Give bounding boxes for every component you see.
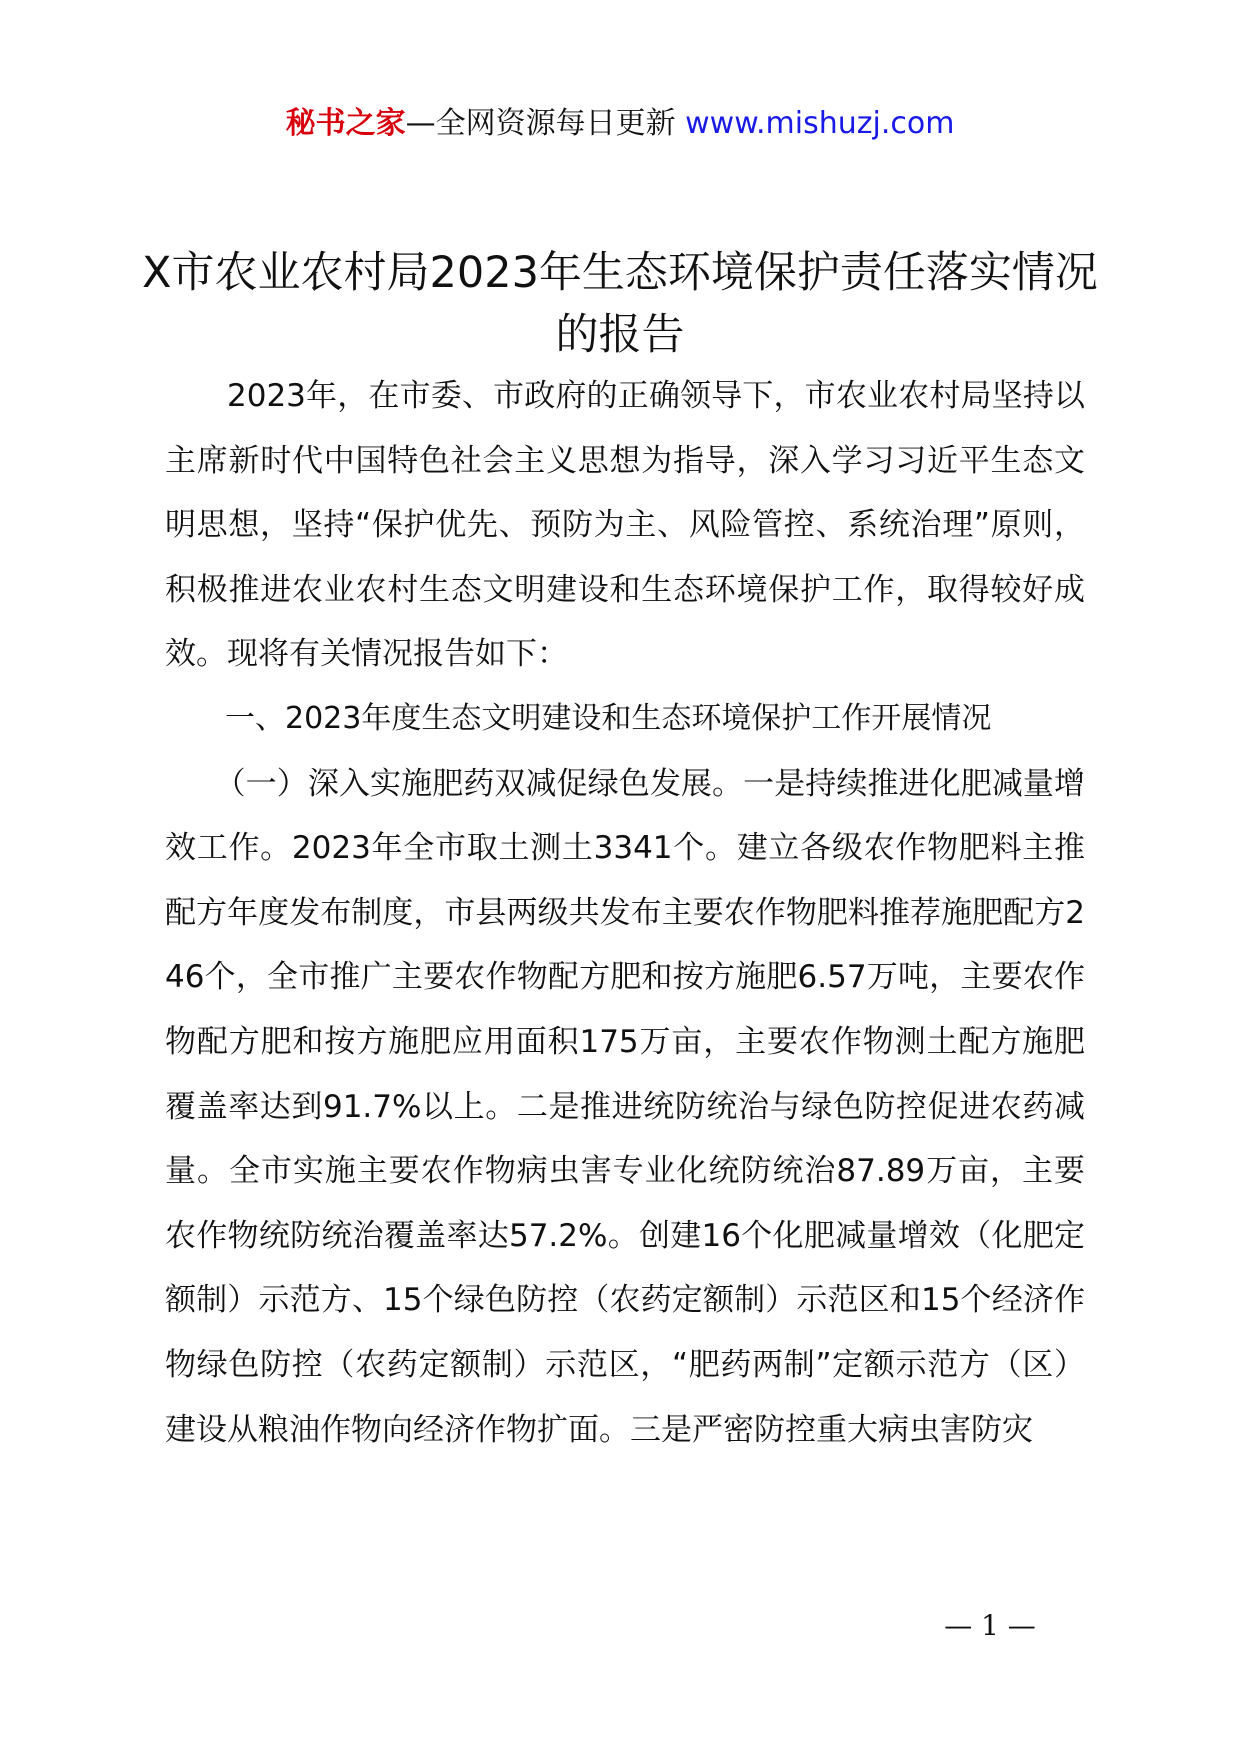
paragraph-subsection-1: （一）深入实施肥药双减促绿色发展。一是持续推进化肥减量增效工作。2023年全市取土测土3341个。建立各级农作物肥料主推配方年度发布制度，市县两级共发布主要农作物肥料推荐施肥配方246个，全市推广主要农作物配方肥和按方施肥6.57万吨，主要农作物配方肥和按方施肥应用面积175万亩，主要农作物测土配方施肥覆盖率达到91.7%以上。二是推进统防统治与绿色防控促进农药减量。全市实施主要农作物病虫害专业化统防统治87.89万亩，主要农作物统防统治覆盖率达57.2%。创建16个化肥减量增效（化肥定额制）示范方、15个绿色防控（农药定额制）示范区和15个经济作物绿色防控（农药定额制）示范区，“肥药两制”定额示范方（区）建设从粮油作物向经济作物扩面。三是严密防控重大病虫害防灾 [165,765,1085,1448]
section-heading: 一、2023年度生态文明建设和生态环境保护工作开展情况 [225,700,992,736]
banner-tagline: —全网资源每日更新 [405,106,676,141]
document-title: X市农业农村局2023年生态环境保护责任落实情况的报告 [142,248,1098,360]
banner-url-link[interactable]: www.mishuzj.com [685,106,955,141]
page-number: — 1 — [944,1609,1036,1642]
banner-brand: 秘书之家 [285,106,406,141]
paragraph-intro: 2023年，在市委、市政府的正确领导下，市农业农村局坚持以主席新时代中国特色社会主义思想为指导，深入学习习近平生态文明思想，坚持“保护优先、预防为主、风险管控、系统治理”原则，积极推进农业农村生态文明建设和生态环境保护工作，取得较好成效。现将有关情况报告如下： [165,378,1085,673]
site-banner [0,100,1240,148]
document-body [165,364,1085,1462]
